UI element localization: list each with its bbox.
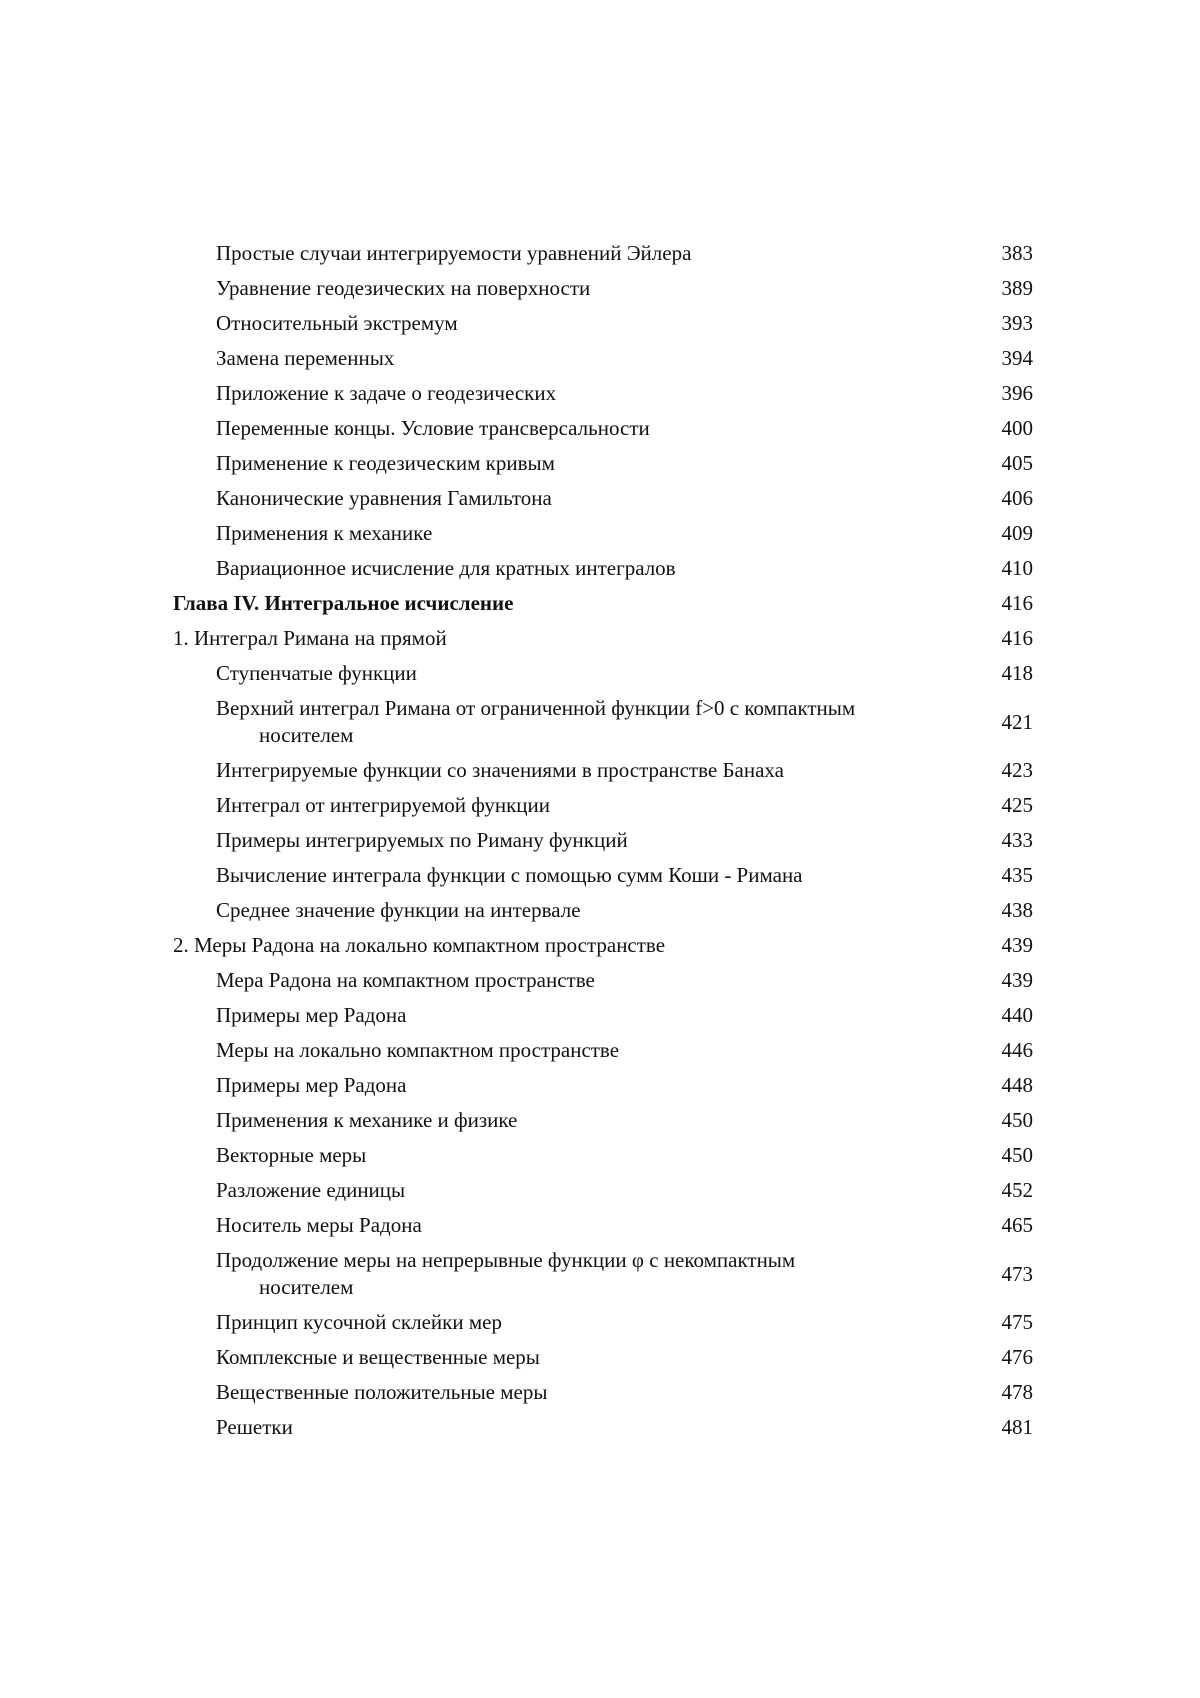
- toc-entry-title: Среднее значение функции на интервале: [216, 898, 581, 922]
- toc-entry-page: 400: [1001, 416, 1033, 440]
- toc-entry: [173, 660, 1033, 687]
- toc-entry-page: 394: [1001, 346, 1033, 370]
- toc-entry-title: Вычисление интеграла функции с помощью сумм Коши - Римана: [216, 863, 803, 887]
- toc-entry-title: Замена переменных: [216, 346, 395, 370]
- toc-entry-title: Применение к геодезическим кривым: [216, 451, 555, 475]
- toc-entry-page: 475: [1001, 1310, 1033, 1334]
- toc-entry-page: 423: [1001, 758, 1033, 782]
- toc-entry-title: Применения к механике: [216, 521, 433, 545]
- toc-entry: [173, 1344, 1033, 1371]
- toc-section-heading: [173, 625, 1033, 652]
- toc-entry-title: Разложение единицы: [216, 1178, 406, 1202]
- toc-entry: [173, 1037, 1033, 1064]
- toc-entry-page: 439: [1001, 968, 1033, 992]
- toc-entry: [173, 1107, 1033, 1134]
- toc-entry-page: 418: [1001, 661, 1033, 685]
- toc-entry-page: 416: [1001, 591, 1033, 615]
- toc-entry-title: Простые случаи интегрируемости уравнений Эйлера: [216, 241, 692, 265]
- toc-entry-page: 439: [1001, 933, 1033, 957]
- toc-entry: [173, 1177, 1033, 1204]
- toc-entry: [173, 1379, 1033, 1406]
- toc-entry-page: 383: [1001, 241, 1033, 265]
- toc-entry: [173, 275, 1033, 302]
- toc-entry: [173, 1212, 1033, 1239]
- toc-entry: [173, 415, 1033, 442]
- toc-entry-title: Переменные концы. Условие трансверсальности: [216, 416, 650, 440]
- toc-entry-title: Мера Радона на компактном пространстве: [216, 968, 595, 992]
- toc-entry: [173, 897, 1033, 924]
- toc-entry-title: Примеры мер Радона: [216, 1003, 407, 1027]
- toc-entry: [173, 485, 1033, 512]
- toc-entry: [173, 310, 1033, 337]
- toc-entry-title: Продолжение меры на непрерывные функции φ с некомпактным: [216, 1248, 796, 1272]
- table-of-contents: [173, 240, 1033, 1449]
- toc-entry-page: 435: [1001, 863, 1033, 887]
- toc-entry-title: Решетки: [216, 1415, 293, 1439]
- toc-entry-title: Вещественные положительные меры: [216, 1380, 548, 1404]
- toc-entry: [173, 827, 1033, 854]
- toc-entry-page: 465: [1001, 1213, 1033, 1237]
- toc-entry-title: Ступенчатые функции: [216, 661, 417, 685]
- toc-entry: [173, 1072, 1033, 1099]
- toc-entry-page: 448: [1001, 1073, 1033, 1097]
- toc-entry: [173, 1142, 1033, 1169]
- toc-entry-page: 473: [1001, 1261, 1033, 1286]
- toc-entry-page: 405: [1001, 451, 1033, 475]
- toc-entry-page: 410: [1001, 556, 1033, 580]
- toc-entry-page: 421: [1001, 709, 1033, 734]
- toc-entry: [173, 1309, 1033, 1336]
- toc-entry-page: 433: [1001, 828, 1033, 852]
- toc-entry: [173, 380, 1033, 407]
- toc-entry-page: 393: [1001, 311, 1033, 335]
- toc-entry-title: Верхний интеграл Римана от ограниченной функции f>0 с компактным: [216, 696, 856, 720]
- toc-entry-page: 409: [1001, 521, 1033, 545]
- toc-entry-title: Канонические уравнения Гамильтона: [216, 486, 552, 510]
- toc-entry-page: 452: [1001, 1178, 1033, 1202]
- toc-entry-title: Примеры интегрируемых по Риману функций: [216, 828, 628, 852]
- toc-entry-title: Меры на локально компактном пространстве: [216, 1038, 620, 1062]
- toc-entry: [173, 757, 1033, 784]
- toc-entry-page: 450: [1001, 1108, 1033, 1132]
- toc-entry-page: 481: [1001, 1415, 1033, 1439]
- toc-entry: [173, 1414, 1033, 1441]
- toc-entry: [173, 345, 1033, 372]
- toc-entry-page: 396: [1001, 381, 1033, 405]
- toc-entry-title: Векторные меры: [216, 1143, 367, 1167]
- toc-section-heading: [173, 932, 1033, 959]
- toc-entry-title: Применения к механике и физике: [216, 1108, 518, 1132]
- toc-entry-title: Глава IV. Интегральное исчисление: [173, 591, 514, 615]
- toc-entry-title-block: [173, 1247, 983, 1301]
- toc-chapter-heading: [173, 590, 1033, 617]
- toc-entry: [173, 240, 1033, 267]
- toc-entry-title-continuation: носителем: [259, 1275, 354, 1299]
- toc-entry: [173, 555, 1033, 582]
- toc-entry: [173, 1247, 1033, 1301]
- toc-entry-title: 2. Меры Радона на локально компактном пространстве: [173, 933, 666, 957]
- toc-entry-title: Принцип кусочной склейки мер: [216, 1310, 502, 1334]
- toc-entry-page: 406: [1001, 486, 1033, 510]
- toc-entry: [173, 862, 1033, 889]
- toc-entry-title: Интеграл от интегрируемой функции: [216, 793, 551, 817]
- toc-entry-title: Интегрируемые функции со значениями в пространстве Банаха: [216, 758, 784, 782]
- toc-entry-title: Приложение к задаче о геодезических: [216, 381, 557, 405]
- toc-entry-title: Носитель меры Радона: [216, 1213, 422, 1237]
- toc-entry: [173, 967, 1033, 994]
- toc-entry-title: Комплексные и вещественные меры: [216, 1345, 540, 1369]
- toc-entry-page: 416: [1001, 626, 1033, 650]
- toc-entry-page: 440: [1001, 1003, 1033, 1027]
- toc-entry-page: 389: [1001, 276, 1033, 300]
- toc-entry: [173, 792, 1033, 819]
- toc-entry: [173, 450, 1033, 477]
- toc-entry: [173, 695, 1033, 749]
- toc-entry: [173, 1002, 1033, 1029]
- toc-entry-page: 478: [1001, 1380, 1033, 1404]
- toc-entry-page: 438: [1001, 898, 1033, 922]
- toc-entry-page: 450: [1001, 1143, 1033, 1167]
- toc-entry-page: 425: [1001, 793, 1033, 817]
- toc-entry-title-continuation: носителем: [259, 723, 354, 747]
- toc-entry-page: 476: [1001, 1345, 1033, 1369]
- toc-entry-title: 1. Интеграл Римана на прямой: [173, 626, 447, 650]
- toc-entry-title: Вариационное исчисление для кратных интегралов: [216, 556, 676, 580]
- toc-entry-title: Относительный экстремум: [216, 311, 458, 335]
- toc-entry-title: Уравнение геодезических на поверхности: [216, 276, 591, 300]
- toc-entry-title: Примеры мер Радона: [216, 1073, 407, 1097]
- toc-entry: [173, 520, 1033, 547]
- toc-entry-page: 446: [1001, 1038, 1033, 1062]
- toc-entry-title-block: [173, 695, 983, 749]
